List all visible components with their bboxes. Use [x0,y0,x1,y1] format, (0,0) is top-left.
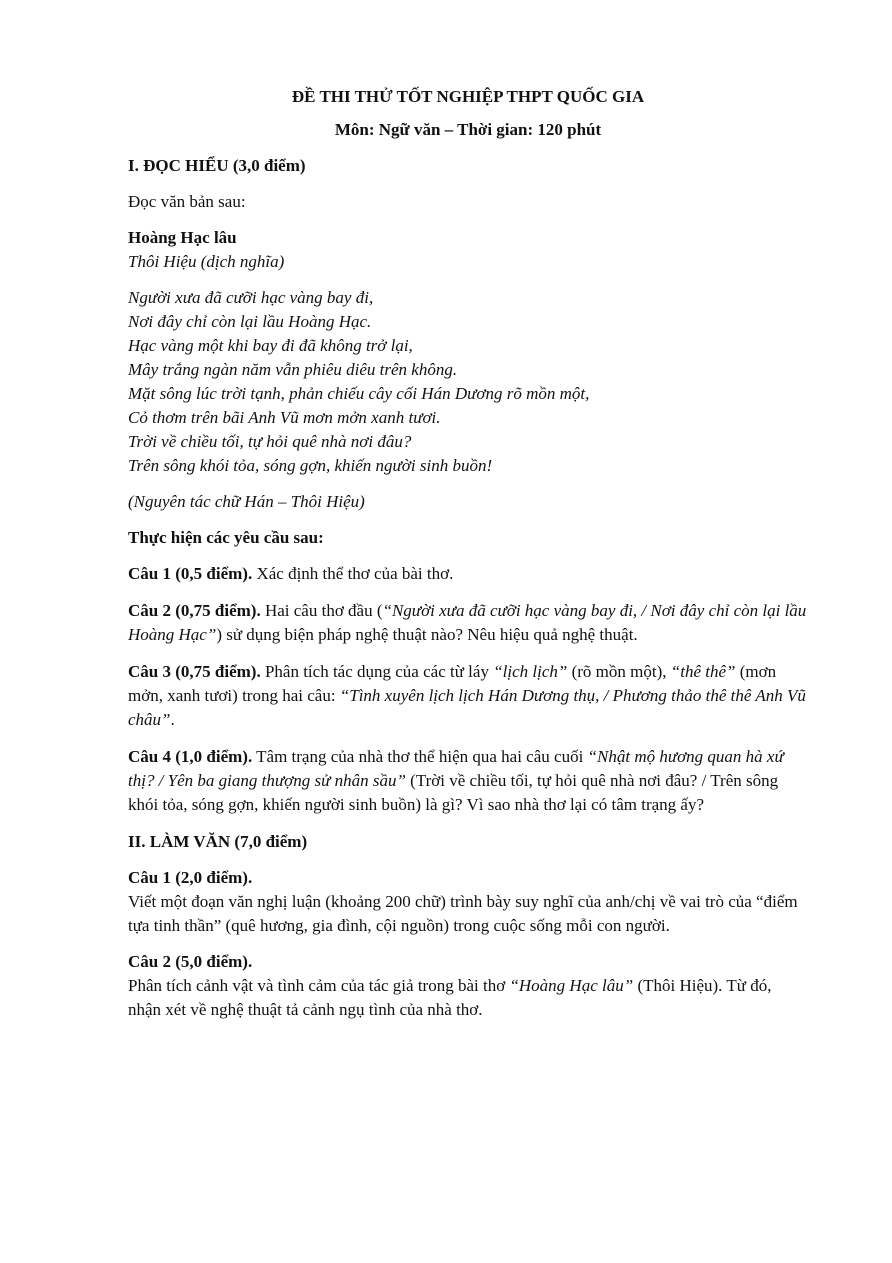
question-3-text: (rõ mồn một), [567,662,671,681]
part1-heading: I. ĐỌC HIỂU (3,0 điểm) [128,156,306,175]
question-3 [128,660,808,732]
question-3-word: “thê thê” [670,662,736,681]
question-2-text: ) sử dụng biện pháp nghệ thuật nào? Nêu hiệu quả nghệ thuật. [216,625,638,644]
question-3-text: . [170,710,175,729]
question-4-text: Tâm trạng của nhà thơ thể hiện qua hai câu cuối [252,747,588,766]
poem-line: Nơi đây chỉ còn lại lầu Hoàng Hạc. [128,312,372,331]
reading-questions [128,562,808,817]
question-1-label: Câu 1 (0,5 điểm). [128,564,253,583]
poem-line: Cỏ thơm trên bãi Anh Vũ mơn mởn xanh tươi. [128,408,441,427]
essay-question-1-text: Viết một đoạn văn nghị luận (khoảng 200 chữ) trình bày suy nghĩ của anh/chị về vai trò của “điểm tựa tinh thần” (quê hương, gia đình, cội nguồn) trong cuộc sống mỗi con người. [128,892,798,935]
question-3-text: Phân tích tác dụng của các từ láy [260,662,494,681]
question-4-text: (Trời về chiều tối, tự hỏi quê nhà nơi đâu? / Trên sông khói tỏa, sóng gợn, khiến người sinh buồn) là gì? Vì sao nhà thơ lại có tâm trạng ấy? [128,771,779,814]
question-4 [128,745,808,817]
exam-page [128,85,808,1034]
question-2-quote: “Người xưa đã cưỡi hạc vàng bay đi, / Nơi đây chỉ còn lại lầu Hoàng Hạc” [128,601,807,644]
question-3-quote: “Tình xuyên lịch lịch Hán Dương thụ, / Phương thảo thê thê Anh Vũ châu” [128,686,806,729]
exam-title: ĐỀ THI THỬ TỐT NGHIỆP THPT QUỐC GIA [291,87,645,106]
task-heading: Thực hiện các yêu cầu sau: [128,528,324,547]
poem-line: Trên sông khói tỏa, sóng gợn, khiến người sinh buồn! [128,456,493,475]
poem-line: Trời về chiều tối, tự hỏi quê nhà nơi đâu? [128,432,412,451]
poem-line: Người xưa đã cưỡi hạc vàng bay đi, [128,288,374,307]
question-2-text: Hai câu thơ đầu ( [260,601,383,620]
poem-header [128,226,808,274]
essay-question-1 [128,866,808,938]
question-3-word: “lịch lịch” [493,662,568,681]
question-4-label: Câu 4 (1,0 điểm). [128,747,253,766]
reading-intro: Đọc văn bản sau: [128,192,246,211]
poem-line: Mây trắng ngàn năm vẫn phiêu diêu trên không. [128,360,458,379]
poem-title: Hoàng Hạc lâu [128,228,237,247]
essay-question-2-label: Câu 2 (5,0 điểm). [128,952,253,971]
poem-line: Hạc vàng một khi bay đi đã không trở lại, [128,336,413,355]
question-2-label: Câu 2 (0,75 điểm). [128,601,261,620]
question-1-text: Xác định thể thơ của bài thơ. [252,564,454,583]
poem-body [128,286,808,478]
part2-heading: II. LÀM VĂN (7,0 điểm) [128,832,308,851]
essay-question-2 [128,950,808,1022]
poem-author: Thôi Hiệu (dịch nghĩa) [128,252,285,271]
poem-line: Mặt sông lúc trời tạnh, phản chiếu cây cối Hán Dương rõ mồn một, [128,384,590,403]
essay-question-2-text: Phân tích cảnh vật và tình cảm của tác giả trong bài thơ [128,976,510,995]
question-3-label: Câu 3 (0,75 điểm). [128,662,261,681]
essay-question-2-poem-title: “Hoàng Hạc lâu” [509,976,634,995]
essay-question-2-text: (Thôi Hiệu). Từ đó, nhận xét về nghệ thuật tả cảnh ngụ tình của nhà thơ. [128,976,772,1019]
question-2 [128,599,808,647]
question-3-text: (mơn mởn, xanh tươi) trong hai câu: [128,662,777,705]
poem-source: (Nguyên tác chữ Hán – Thôi Hiệu) [128,492,365,511]
question-4-quote: “Nhật mộ hương quan hà xứ thị? / Yên ba giang thượng sử nhân sầu” [128,747,784,790]
question-1 [128,562,808,586]
essay-question-1-label: Câu 1 (2,0 điểm). [128,868,253,887]
exam-subtitle: Môn: Ngữ văn – Thời gian: 120 phút [334,120,602,139]
